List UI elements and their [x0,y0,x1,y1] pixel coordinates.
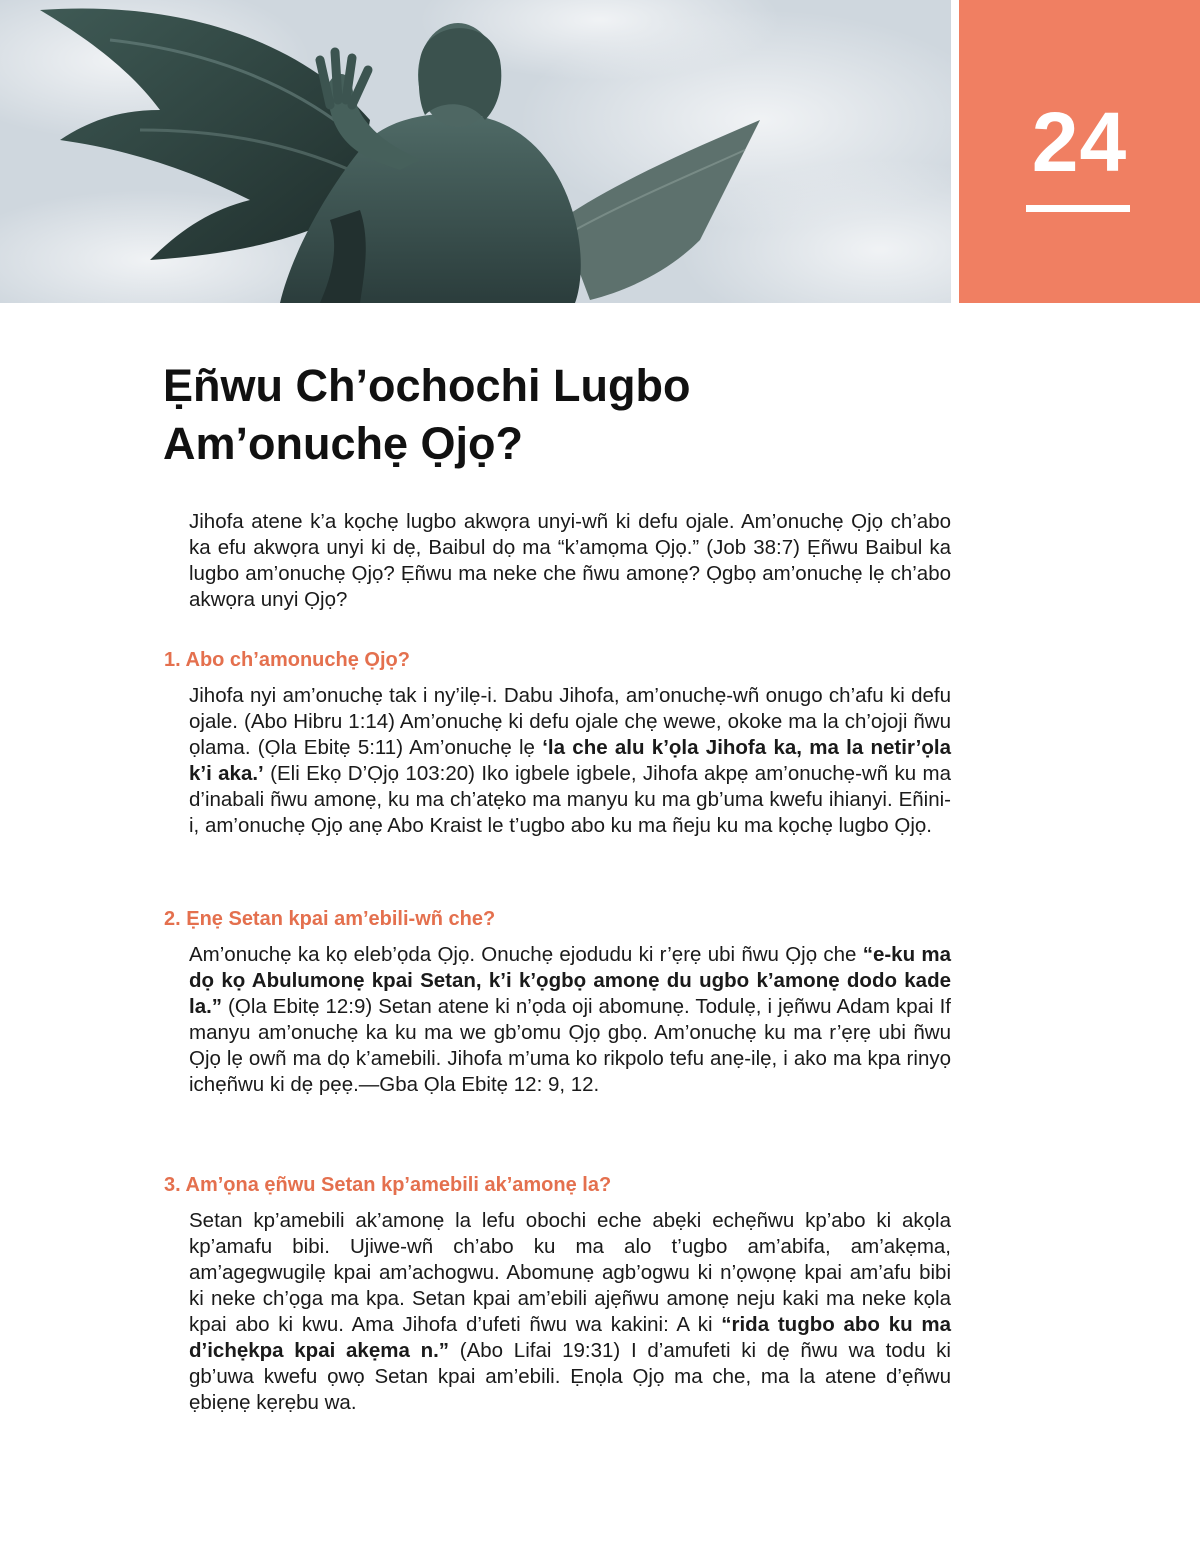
page-title [163,357,923,473]
quote-bold: “e-ku ma dọ kọ Abulumonẹ kpai Setan, k’i k’ọgbọ amonẹ du ugbo k’amonẹ dodo kade la.” [189,943,951,1018]
page-title-line-1: Ẹñwu Ch’ochochi Lugbo [163,360,691,411]
chapter-number: 24 [1031,95,1128,189]
answer-text: (Eli Ekọ D’Ọjọ 103:20) Iko igbele igbele, Jihofa akpẹ am’onuchẹ-wñ ku ma d’inabali ñwu amonẹ, ku ma ch’atẹko ma manyu ku ma gb’uma kwefu ihianyi. Eñini-i, am’onuchẹ Ọjọ anẹ Abo Kraist le t’ugbo abo ku ma ñeju ku ma kọchẹ lugbo Ọjọ. [189,762,951,837]
answer-paragraph-2 [189,942,951,1098]
answer-paragraph-3 [189,1208,951,1416]
answer-paragraph-1 [189,683,951,839]
answer-text: Jihofa nyi am’onuchẹ tak i ny’ilẹ-i. Dabu Jihofa, am’onuchẹ-wñ onugo ch’afu ki defu ojale. (Abo Hibru 1:14) Am’onuchẹ ki defu ojale chẹ wewe, okoke ma la ch’ojoji ñwu ọlama. (Ọla Ebitẹ 5:11) Am’onuchẹ lẹ [189,684,951,759]
angel-statue-illustration [0,0,951,303]
hero-image-angel-statue [0,0,951,303]
answer-text: Setan kp’amebili ak’amonẹ la lefu obochi eche abẹki echẹñwu kp’abo ki akọla kp’amafu bibi. Ujiwe-wñ ch’abo ku ma alo t’ugbo am’abifa, am’akẹma, am’agegwugilẹ kpai am’achogwu. Abomunẹ agb’ogwu ki n’ọwọnẹ kpai am’afu bibi ki neke ch’ọga ma kpa. Setan kpai am’ebili ajẹñwu amonẹ neju kaki ma neke kọla kpai abo ki kwu. Ama Jihofa d’ufeti ñwu wa kakini: A ki [189,1209,951,1336]
intro-paragraph: Jihofa atene k’a kọchẹ lugbo akwọra unyi-wñ ki defu ojale. Am’onuchẹ Ọjọ ch’abo ka efu akwọra unyi ki dẹ, Baibul dọ ma “k’amọma Ọjọ.” (Job 38:7) Ẹñwu Baibul ka lugbo am’onuchẹ Ọjọ? Ẹñwu ma neke che ñwu amonẹ? Ọgbọ am’onuchẹ lẹ ch’abo akwọra unyi Ọjọ? [189,510,951,611]
quote-bold: “rida tugbo abo ku ma d’ichẹkpa kpai akẹma n.” [189,1313,951,1362]
page-title-line-2: Am’onuchẹ Ọjọ? [163,418,523,469]
chapter-number-box [959,0,1200,303]
chapter-divider [1026,205,1130,212]
question-heading-1: 1. Abo ch’amonuchẹ Ọjọ? [164,649,410,671]
quote-bold: ‘la che alu k’ọla Jihofa ka, ma la netir’ọla k’i aka.’ [189,736,951,785]
answer-text: (Abo Lifai 19:31) I d’amufeti ki dẹ ñwu wa todu ki gb’uwa kwefu ọwọ Setan kpai am’ebili. Ẹnọla Ọjọ ma che, ma la atene d’ẹñwu ẹbiẹnẹ kẹrẹbu wa. [189,1339,951,1414]
answer-text: Am’onuchẹ ka kọ eleb’ọda Ọjọ. Onuchẹ ejodudu ki r’ẹrẹ ubi ñwu Ọjọ che [189,943,863,966]
question-heading-2: 2. Ẹnẹ Setan kpai am’ebili-wñ che? [164,908,496,930]
question-heading-3: 3. Am’ọna ẹñwu Setan kp’amebili ak’amonẹ la? [164,1174,612,1196]
answer-text: (Ọla Ebitẹ 12:9) Setan atene ki n’ọda oji abomunẹ. Todulẹ, i jẹñwu Adam kpai If manyu am’onuchẹ ka ku ma we gb’omu Ọjọ gbọ. Am’onuchẹ ku ma r’ẹrẹ ubi ñwu Ọjọ lẹ owñ ma dọ k’amebili. Jihofa m’uma ko rikpolo tefu anẹ-ilẹ, i ako ma kpa rinyọ ichẹñwu ki dẹ pẹẹ.—Gba Ọla Ebitẹ 12: 9, 12. [189,995,951,1096]
